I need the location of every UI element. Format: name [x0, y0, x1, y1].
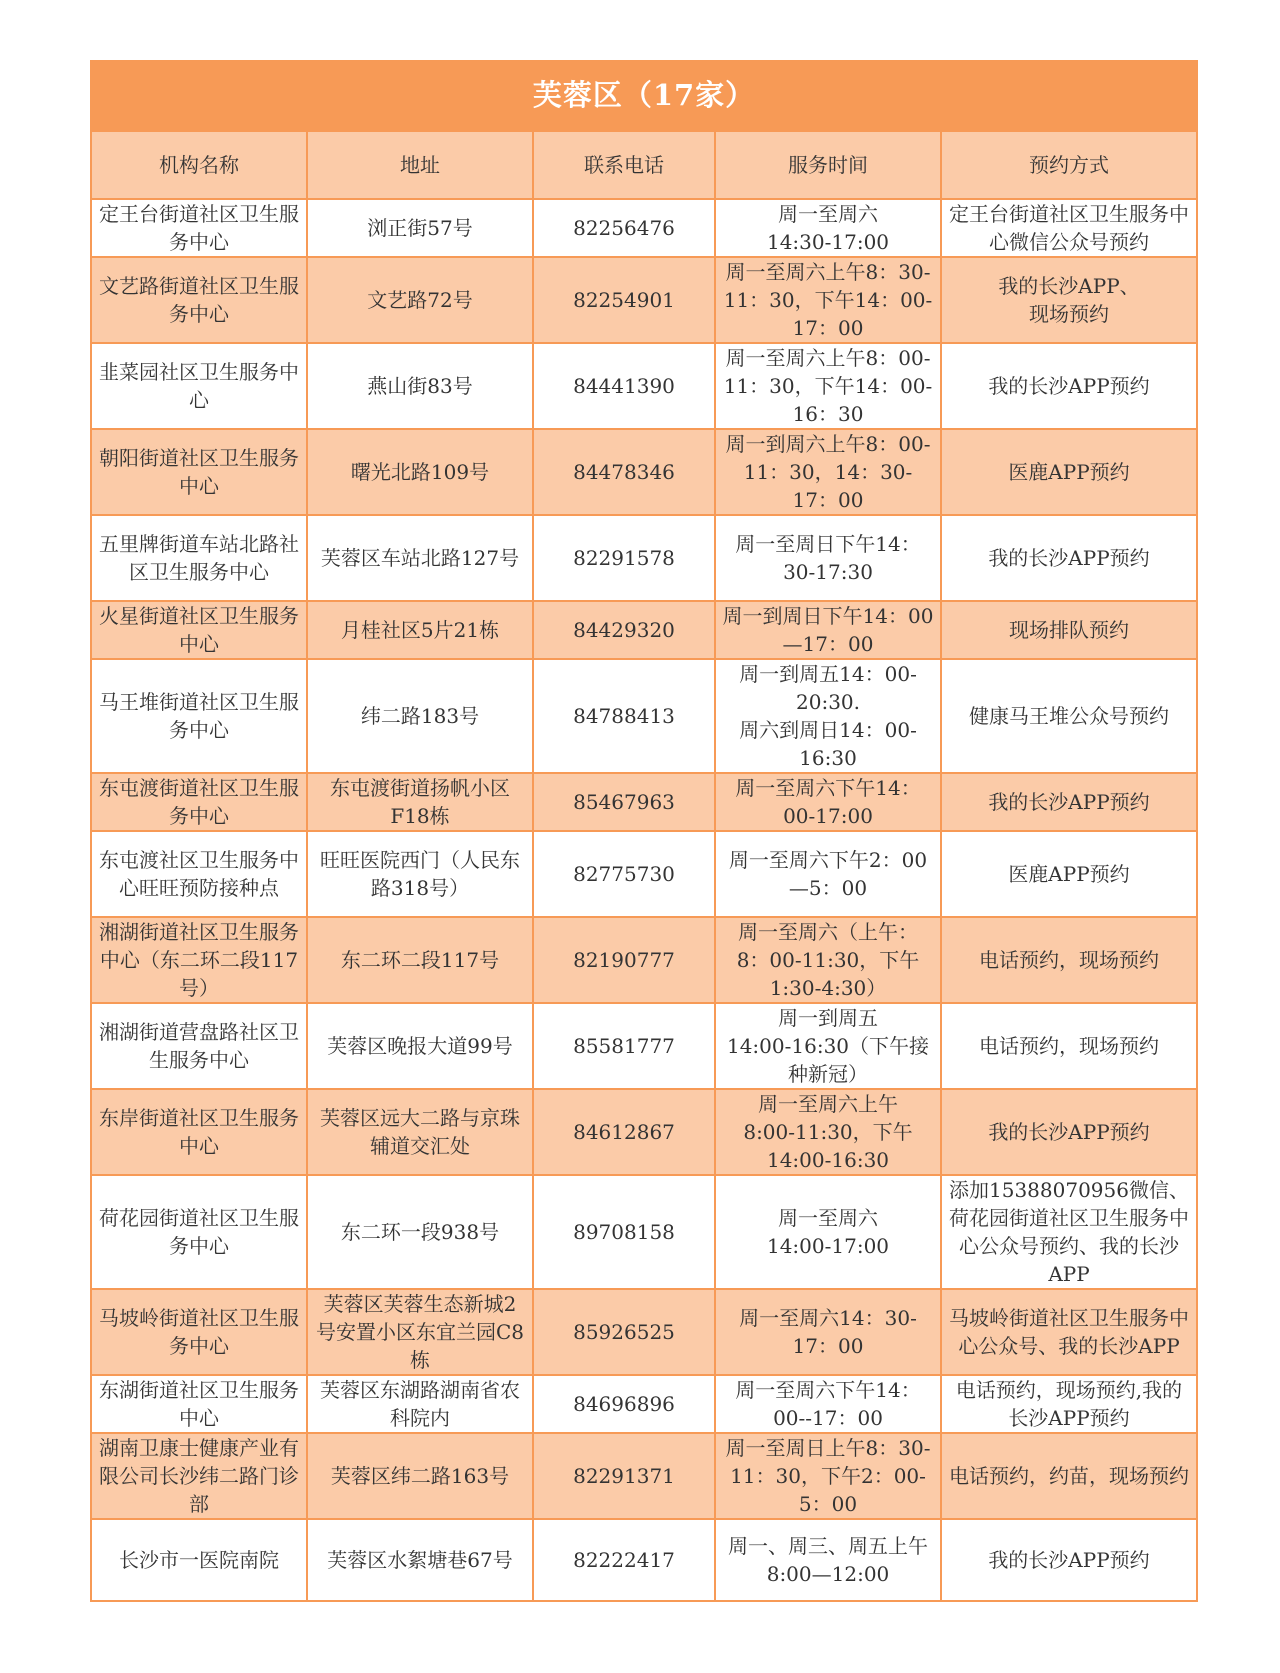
- cell-phone: 89708158: [533, 1175, 715, 1289]
- cell-phone: 84478346: [533, 429, 715, 515]
- cell-address: 月桂社区5片21栋: [307, 601, 533, 659]
- cell-address: 旺旺医院西门（人民东路318号）: [307, 831, 533, 917]
- table-row: [91, 1375, 1197, 1433]
- table-title: 芙蓉区（17家）: [90, 60, 1198, 130]
- cell-phone: 84788413: [533, 659, 715, 773]
- cell-name: 朝阳街道社区卫生服务中心: [91, 429, 307, 515]
- cell-hours: 周一至周六下午2：00—5：00: [715, 831, 941, 917]
- cell-address: 东二环二段117号: [307, 917, 533, 1003]
- cell-booking: 电话预约，现场预约: [941, 917, 1197, 1003]
- cell-phone: 82190777: [533, 917, 715, 1003]
- cell-address: 纬二路183号: [307, 659, 533, 773]
- cell-hours: 周一至周六上午8：00-11：30，下午14：00-16：30: [715, 343, 941, 429]
- cell-booking: 电话预约，现场预约: [941, 1003, 1197, 1089]
- cell-name: 东岸街道社区卫生服务中心: [91, 1089, 307, 1175]
- institution-table-sheet: [90, 60, 1198, 1602]
- cell-hours: 周一至周六上午 8:00-11:30，下午 14:00-16:30: [715, 1089, 941, 1175]
- cell-booking: 我的长沙APP预约: [941, 1089, 1197, 1175]
- cell-address: 东屯渡街道扬帆小区F18栋: [307, 773, 533, 831]
- cell-name: 文艺路街道社区卫生服务中心: [91, 257, 307, 343]
- table-row: [91, 429, 1197, 515]
- cell-name: 长沙市一医院南院: [91, 1519, 307, 1601]
- header-row: [91, 131, 1197, 199]
- cell-phone: 84441390: [533, 343, 715, 429]
- table-row: [91, 1289, 1197, 1375]
- cell-phone: 82291578: [533, 515, 715, 601]
- cell-address: 芙蓉区纬二路163号: [307, 1433, 533, 1519]
- cell-address: 芙蓉区晚报大道99号: [307, 1003, 533, 1089]
- cell-name: 荷花园街道社区卫生服务中心: [91, 1175, 307, 1289]
- cell-name: 湖南卫康士健康产业有限公司长沙纬二路门诊部: [91, 1433, 307, 1519]
- cell-phone: 84429320: [533, 601, 715, 659]
- institution-table: [90, 130, 1198, 1602]
- table-row: [91, 1089, 1197, 1175]
- cell-name: 马坡岭街道社区卫生服务中心: [91, 1289, 307, 1375]
- cell-booking: 我的长沙APP预约: [941, 1519, 1197, 1601]
- cell-hours: 周一到周六上午8：00-11：30，14：30-17：00: [715, 429, 941, 515]
- cell-name: 五里牌街道车站北路社区卫生服务中心: [91, 515, 307, 601]
- cell-address: 曙光北路109号: [307, 429, 533, 515]
- cell-booking: 我的长沙APP预约: [941, 773, 1197, 831]
- table-row: [91, 343, 1197, 429]
- cell-hours: 周一至周日上午8：30-11：30，下午2：00-5：00: [715, 1433, 941, 1519]
- cell-booking: 健康马王堆公众号预约: [941, 659, 1197, 773]
- cell-name: 定王台街道社区卫生服务中心: [91, 199, 307, 257]
- cell-name: 马王堆街道社区卫生服务中心: [91, 659, 307, 773]
- cell-booking: 马坡岭街道社区卫生服务中心公众号、我的长沙APP: [941, 1289, 1197, 1375]
- header-name: 机构名称: [91, 131, 307, 199]
- cell-booking: 定王台街道社区卫生服务中心微信公众号预约: [941, 199, 1197, 257]
- cell-address: 东二环一段938号: [307, 1175, 533, 1289]
- cell-hours: 周一至周六上午8：30-11：30，下午14：00-17：00: [715, 257, 941, 343]
- cell-booking: 电话预约，约苗，现场预约: [941, 1433, 1197, 1519]
- cell-address: 浏正街57号: [307, 199, 533, 257]
- header-hours: 服务时间: [715, 131, 941, 199]
- cell-address: 文艺路72号: [307, 257, 533, 343]
- cell-hours: 周一至周六 14:30-17:00: [715, 199, 941, 257]
- cell-hours: 周一至周日下午14：30-17:30: [715, 515, 941, 601]
- cell-hours: 周一到周五 14:00-16:30（下午接种新冠）: [715, 1003, 941, 1089]
- table-row: [91, 773, 1197, 831]
- cell-phone: 82775730: [533, 831, 715, 917]
- header-booking: 预约方式: [941, 131, 1197, 199]
- cell-phone: 85581777: [533, 1003, 715, 1089]
- table-row: [91, 1519, 1197, 1601]
- cell-phone: 82222417: [533, 1519, 715, 1601]
- cell-hours: 周一至周六下午14：00--17：00: [715, 1375, 941, 1433]
- cell-hours: 周一到周日下午14：00—17：00: [715, 601, 941, 659]
- cell-phone: 84696896: [533, 1375, 715, 1433]
- cell-phone: 85467963: [533, 773, 715, 831]
- table-row: [91, 199, 1197, 257]
- table-row: [91, 917, 1197, 1003]
- cell-booking: 医鹿APP预约: [941, 429, 1197, 515]
- header-address: 地址: [307, 131, 533, 199]
- cell-name: 火星街道社区卫生服务中心: [91, 601, 307, 659]
- cell-booking: 我的长沙APP预约: [941, 515, 1197, 601]
- table-row: [91, 831, 1197, 917]
- cell-booking: 添加15388070956微信、荷花园街道社区卫生服务中心公众号预约、我的长沙APP: [941, 1175, 1197, 1289]
- cell-booking: 我的长沙APP预约: [941, 343, 1197, 429]
- cell-hours: 周一、周三、周五上午8:00—12:00: [715, 1519, 941, 1601]
- cell-hours: 周一到周五14：00-20:30. 周六到周日14：00-16:30: [715, 659, 941, 773]
- cell-name: 东湖街道社区卫生服务中心: [91, 1375, 307, 1433]
- cell-hours: 周一至周六下午14：00-17:00: [715, 773, 941, 831]
- cell-hours: 周一至周六14：30-17：00: [715, 1289, 941, 1375]
- cell-address: 芙蓉区车站北路127号: [307, 515, 533, 601]
- table-row: [91, 1175, 1197, 1289]
- cell-hours: 周一至周六 14:00-17:00: [715, 1175, 941, 1289]
- cell-address: 燕山街83号: [307, 343, 533, 429]
- cell-name: 东屯渡社区卫生服务中心旺旺预防接种点: [91, 831, 307, 917]
- cell-phone: 82256476: [533, 199, 715, 257]
- table-row: [91, 1003, 1197, 1089]
- table-row: [91, 1433, 1197, 1519]
- cell-name: 东屯渡街道社区卫生服务中心: [91, 773, 307, 831]
- cell-address: 芙蓉区远大二路与京珠辅道交汇处: [307, 1089, 533, 1175]
- table-row: [91, 515, 1197, 601]
- table-row: [91, 601, 1197, 659]
- cell-name: 湘湖街道社区卫生服务中心（东二环二段117号）: [91, 917, 307, 1003]
- cell-name: 湘湖街道营盘路社区卫生服务中心: [91, 1003, 307, 1089]
- table-row: [91, 257, 1197, 343]
- cell-phone: 82291371: [533, 1433, 715, 1519]
- cell-address: 芙蓉区水絮塘巷67号: [307, 1519, 533, 1601]
- cell-name: 韭菜园社区卫生服务中心: [91, 343, 307, 429]
- table-row: [91, 659, 1197, 773]
- cell-booking: 医鹿APP预约: [941, 831, 1197, 917]
- cell-booking: 现场排队预约: [941, 601, 1197, 659]
- cell-phone: 85926525: [533, 1289, 715, 1375]
- cell-address: 芙蓉区东湖路湖南省农科院内: [307, 1375, 533, 1433]
- cell-phone: 82254901: [533, 257, 715, 343]
- cell-phone: 84612867: [533, 1089, 715, 1175]
- cell-booking: 我的长沙APP、 现场预约: [941, 257, 1197, 343]
- cell-address: 芙蓉区芙蓉生态新城2号安置小区东宜兰园C8栋: [307, 1289, 533, 1375]
- cell-booking: 电话预约，现场预约,我的长沙APP预约: [941, 1375, 1197, 1433]
- header-phone: 联系电话: [533, 131, 715, 199]
- cell-hours: 周一至周六（上午：8：00-11:30，下午1:30-4:30）: [715, 917, 941, 1003]
